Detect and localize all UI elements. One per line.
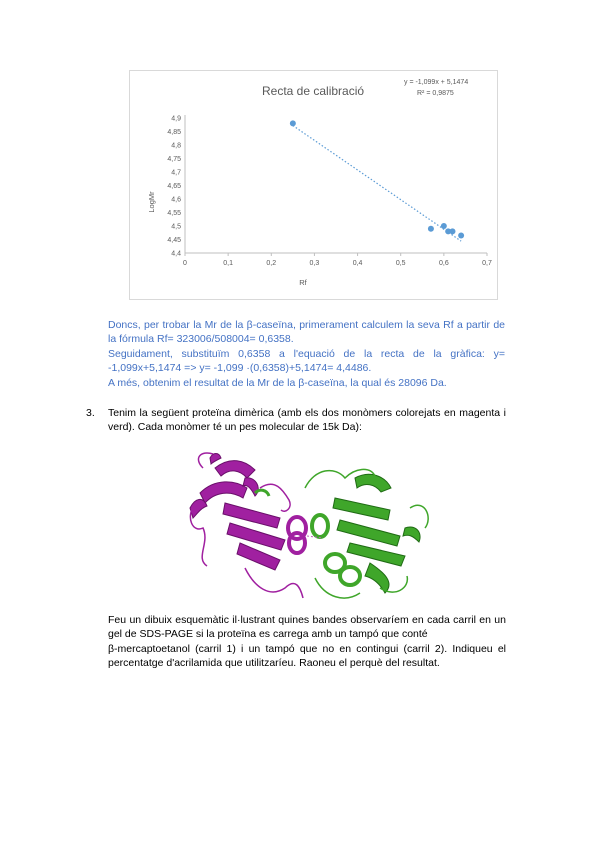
x-tick-label: 0,6: [438, 260, 449, 267]
answer-block: [108, 318, 505, 390]
data-points: [290, 120, 464, 238]
calibration-chart: [129, 70, 498, 300]
y-tick-label: 4,55: [167, 210, 181, 217]
green-monomer: [312, 474, 420, 593]
trend-equation: y = -1,099x + 5,1474: [404, 79, 469, 86]
data-point: [449, 228, 455, 234]
y-tick-label: 4,45: [167, 237, 181, 244]
task-block: [108, 613, 506, 671]
answer-paragraph-1: Doncs, per trobar la Mr de la β-caseïna, primerament calculem la seva Rf a partir de la fórmula Rf= 323006/508004= 0,6358.: [108, 319, 505, 346]
data-point: [458, 232, 464, 238]
x-tick-label: 0,5: [395, 260, 406, 267]
data-point: [290, 120, 296, 126]
y-tick-label: 4,9: [171, 115, 181, 123]
y-tick-label: 4,6: [171, 196, 181, 204]
trendline-line: [293, 126, 461, 242]
y-tick-label: 4,75: [167, 156, 181, 163]
trendline: [293, 126, 461, 242]
chart-svg: [130, 71, 497, 299]
y-tick-label: 4,4: [171, 250, 181, 258]
x-axis-label: Rf: [299, 278, 307, 287]
y-tick-label: 4,5: [171, 223, 181, 231]
task-line-1: Feu un dibuix esquemàtic il·lustrant quines bandes observaríem en cada carril en un gel de SDS-PAGE si la proteïna es carrega amb un tampó que conté: [108, 614, 506, 641]
r-squared: R² = 0,9875: [417, 90, 454, 97]
answer-paragraph-3: A més, obtenim el resultat de la Mr de la β-caseïna, la qual és 28096 Da.: [108, 376, 447, 389]
answer-paragraph-2: Seguidament, substituïm 0,6358 a l'equació de la recta de la gràfica: y= -1,099x+5,1474 => y= -1,099 ·(0,6358)+5,1474= 4,4486.: [108, 347, 505, 375]
y-axis-label: LogMr: [147, 191, 156, 213]
chart-title: Recta de calibració: [262, 84, 365, 98]
question-text: Tenim la següent proteïna dimèrica (amb els dos monòmers colorejats en magenta i verd). Cada monòmer té un pes molecular de 15k Da):: [108, 407, 506, 434]
x-tick-label: 0,3: [309, 260, 320, 267]
task-line-2: β-mercaptoetanol (carril 1) i un tampó que no en contingui (carril 2). Indiqueu el percentatge d'acrilamida que utilitzaríeu. Raoneu el perquè del resultat.: [108, 642, 506, 670]
x-tick-label: 0,4: [352, 260, 363, 267]
x-tick-label: 0,7: [482, 260, 492, 267]
y-tick-label: 4,8: [171, 142, 181, 150]
question-number: 3.: [86, 407, 95, 419]
green-segment-overlap: [255, 490, 269, 496]
data-point: [428, 226, 434, 232]
y-axis: [167, 115, 185, 258]
x-tick-label: 0,2: [266, 260, 277, 267]
x-tick-label: 0: [183, 260, 187, 267]
data-point: [441, 223, 447, 229]
magenta-monomer: [190, 454, 306, 571]
x-tick-label: 0,1: [223, 260, 234, 267]
x-axis: [183, 253, 492, 267]
dimeric-protein-image: [185, 448, 435, 608]
y-tick-label: 4,85: [167, 129, 181, 136]
y-tick-label: 4,7: [171, 169, 181, 177]
y-tick-label: 4,65: [167, 183, 181, 190]
question-3: [86, 406, 506, 435]
